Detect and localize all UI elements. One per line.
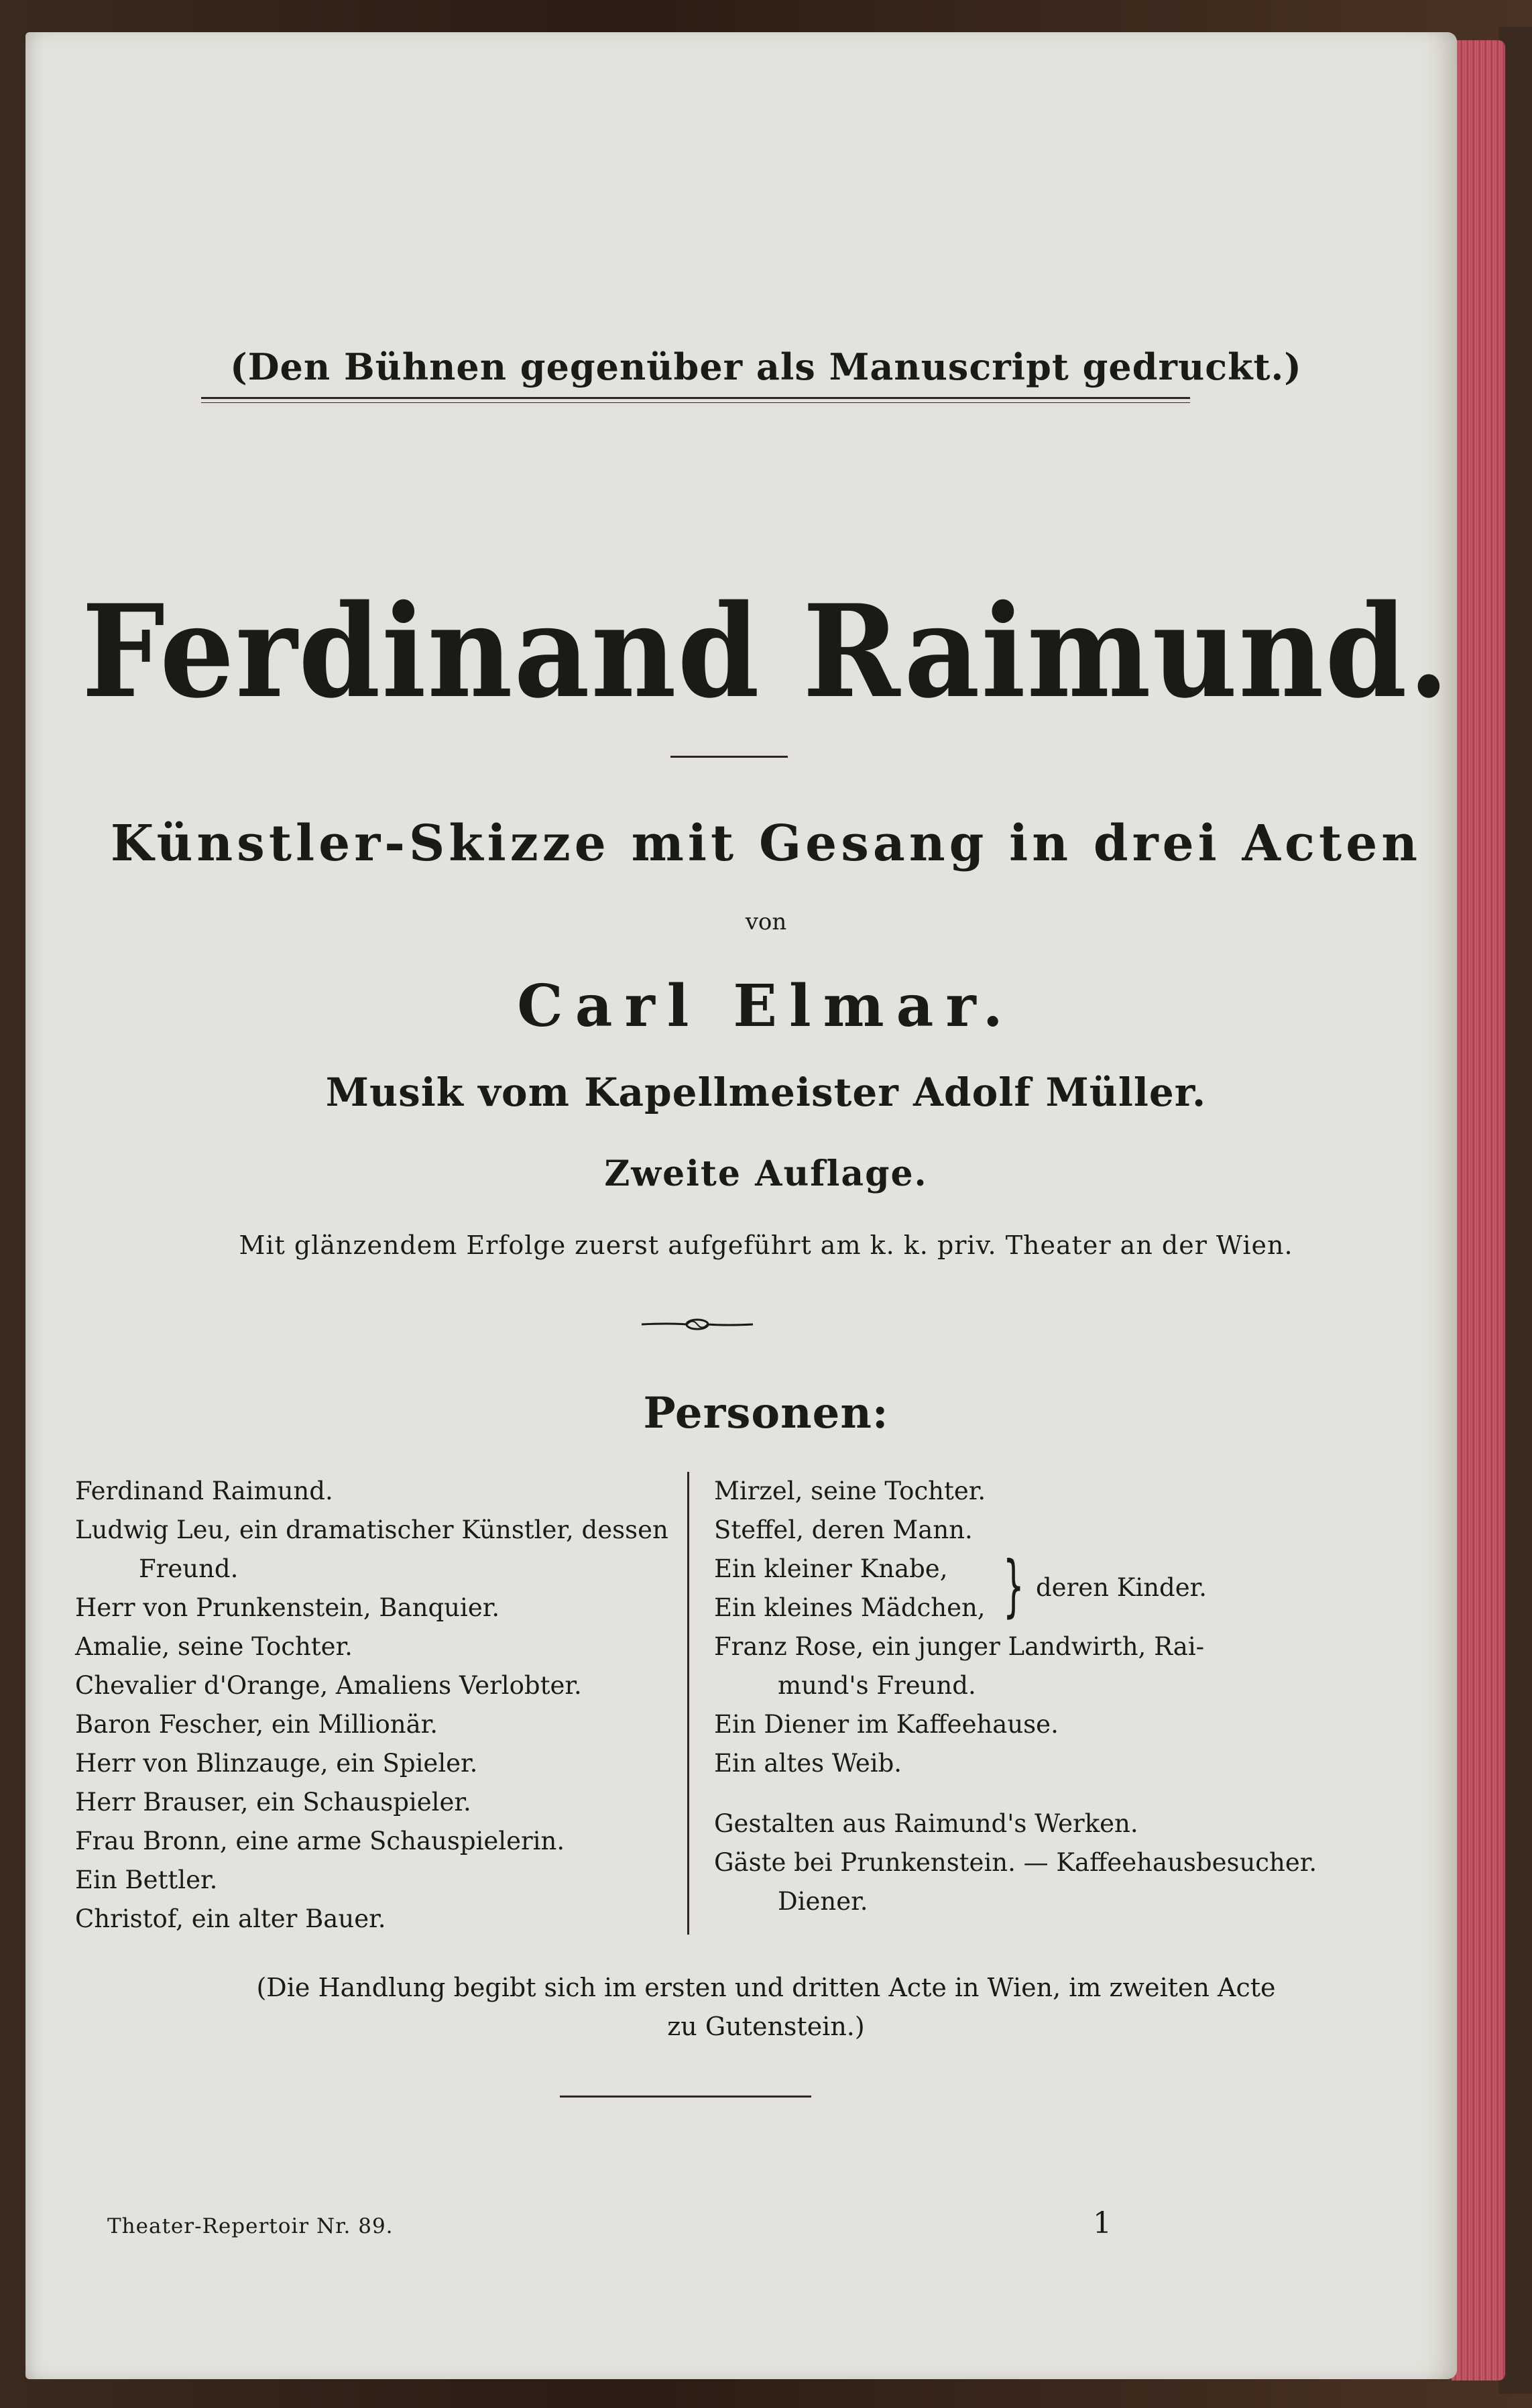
cast-item: Ein Bettler. [75,1866,218,1894]
cast-item: Herr Brauser, ein Schauspieler. [75,1788,471,1817]
cast-item: Ludwig Leu, ein dramatischer Künstler, dessen [75,1515,668,1544]
cast-item: Mirzel, seine Tochter. [714,1477,986,1505]
cast-list-right [714,1472,1317,1921]
play-subtitle: Künstler-Skizze mit Gesang in drei Acten [110,815,1422,872]
spacer [714,1783,1317,1804]
manuscript-note: (Den Bühnen gegenüber als Manuscript gedruckt.) [230,345,1302,388]
cast-list-left [75,1472,679,1939]
setting-note-line1: (Die Handlung begibt sich im ersten und dritten Acte in Wien, im zweiten Acte [256,1973,1276,2002]
children-label: deren Kinder. [1036,1573,1207,1602]
title-rule [670,756,788,758]
setting-note-line2: zu Gutenstein.) [667,2012,865,2041]
closing-rule [560,2096,811,2098]
cast-item: Ein kleiner Knabe, [714,1554,948,1583]
cast-column-divider [687,1472,689,1935]
cast-item: Christof, ein alter Bauer. [75,1904,386,1933]
cast-item: Gestalten aus Raimund's Werken. [714,1809,1138,1838]
cast-item-continuation: mund's Freund. [778,1671,976,1700]
cast-item: Ein kleines Mädchen, [714,1593,986,1622]
cast-item: Herr von Blinzauge, ein Spieler. [75,1749,478,1778]
cast-item: Frau Bronn, eine arme Schauspielerin. [75,1827,565,1855]
cast-item: Baron Fescher, ein Millionär. [75,1710,438,1739]
cast-item: Steffel, deren Mann. [714,1515,973,1544]
cast-item: Franz Rose, ein junger Landwirth, Rai- [714,1632,1205,1661]
cast-item: Herr von Prunkenstein, Banquier. [75,1593,500,1622]
children-group [714,1546,1317,1627]
cast-item-continuation: Freund. [139,1554,239,1583]
cast-item: Amalie, seine Tochter. [75,1632,353,1661]
play-title: Ferdinand Raimund. [81,577,1451,726]
cast-item-continuation: Diener. [778,1887,868,1916]
ornament-divider-icon [640,1314,754,1334]
header-rule [201,397,1190,399]
cast-heading: Personen: [643,1388,889,1438]
header-rule-thin [201,402,1190,403]
page-number: 1 [1093,2206,1112,2240]
by-line: von [745,909,787,935]
premiere-note: Mit glänzendem Erfolge zuerst aufgeführt am k. k. priv. Theater an der Wien. [239,1230,1293,1260]
brace-symbol: } [1002,1546,1024,1625]
music-credit: Musik vom Kapellmeister Adolf Müller. [325,1070,1207,1115]
cast-item: Ein altes Weib. [714,1749,902,1778]
cast-item: Ein Diener im Kaffeehause. [714,1710,1059,1739]
cast-item: Chevalier d'Orange, Amaliens Verlobter. [75,1671,582,1700]
edition-note: Zweite Auflage. [604,1153,928,1194]
cast-item: Gäste bei Prunkenstein. — Kaffeehausbesucher. [714,1848,1317,1877]
cast-item: Ferdinand Raimund. [75,1477,333,1505]
author-name: Carl Elmar. [517,972,1015,1040]
series-number: Theater-Repertoir Nr. 89. [107,2214,394,2238]
